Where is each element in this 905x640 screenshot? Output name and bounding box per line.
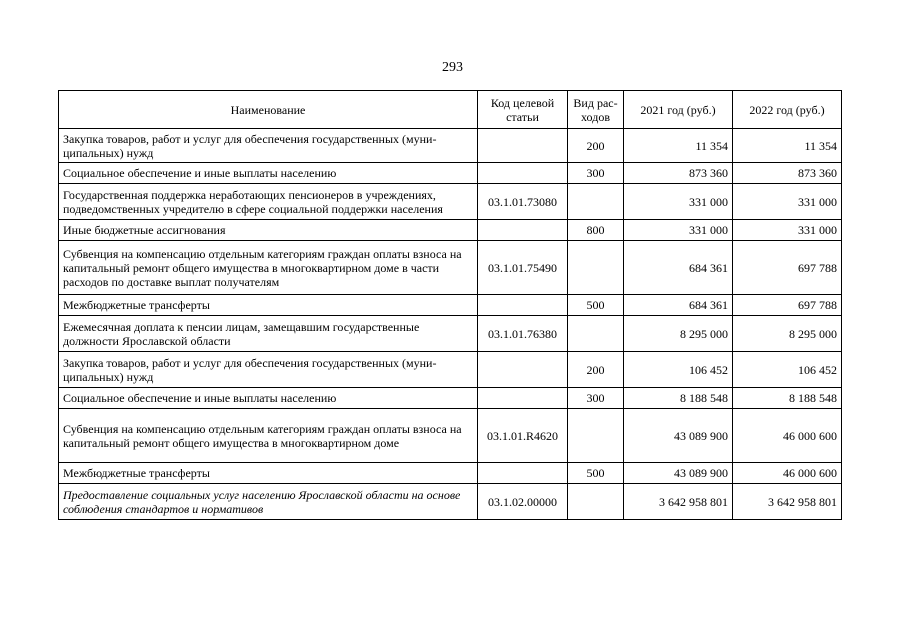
table-row bbox=[59, 463, 842, 484]
table-row bbox=[59, 220, 842, 241]
row-2021: 11 354 bbox=[624, 129, 733, 163]
table-row bbox=[59, 295, 842, 316]
row-2022: 873 360 bbox=[733, 163, 842, 184]
row-code: 03.1.01.75490 bbox=[478, 241, 568, 295]
row-code bbox=[478, 463, 568, 484]
row-kind: 200 bbox=[568, 352, 624, 388]
row-kind bbox=[568, 184, 624, 220]
row-code bbox=[478, 295, 568, 316]
row-name: Социальное обеспечение и иные выплаты населению bbox=[59, 388, 478, 409]
table-row bbox=[59, 352, 842, 388]
row-name: Закупка товаров, работ и услуг для обеспечения государственных (муни-ципальных) нужд bbox=[59, 129, 478, 163]
table-row bbox=[59, 316, 842, 352]
row-code bbox=[478, 352, 568, 388]
header-2022: 2022 год (руб.) bbox=[733, 91, 842, 129]
row-2021: 684 361 bbox=[624, 295, 733, 316]
row-kind: 500 bbox=[568, 295, 624, 316]
row-2021: 43 089 900 bbox=[624, 409, 733, 463]
row-2021: 106 452 bbox=[624, 352, 733, 388]
row-kind: 300 bbox=[568, 388, 624, 409]
row-name: Ежемесячная доплата к пенсии лицам, замещавшим государственные должности Ярославской области bbox=[59, 316, 478, 352]
row-name: Межбюджетные трансферты bbox=[59, 295, 478, 316]
row-2022: 8 188 548 bbox=[733, 388, 842, 409]
row-code: 03.1.01.73080 bbox=[478, 184, 568, 220]
row-code: 03.1.01.R4620 bbox=[478, 409, 568, 463]
table-row bbox=[59, 184, 842, 220]
budget-table bbox=[58, 90, 842, 520]
table-row bbox=[59, 388, 842, 409]
row-name: Субвенция на компенсацию отдельным категориям граждан оплаты взноса на капитальный ремонт общего имущества в многоквартирном доме bbox=[59, 409, 478, 463]
row-kind bbox=[568, 484, 624, 520]
row-2021: 8 188 548 bbox=[624, 388, 733, 409]
row-code: 03.1.01.76380 bbox=[478, 316, 568, 352]
row-kind bbox=[568, 316, 624, 352]
row-name: Межбюджетные трансферты bbox=[59, 463, 478, 484]
row-2022: 106 452 bbox=[733, 352, 842, 388]
row-kind: 300 bbox=[568, 163, 624, 184]
row-2022: 11 354 bbox=[733, 129, 842, 163]
row-name: Иные бюджетные ассигнования bbox=[59, 220, 478, 241]
row-2022: 697 788 bbox=[733, 295, 842, 316]
row-2021: 684 361 bbox=[624, 241, 733, 295]
table-header-row bbox=[59, 91, 842, 129]
row-2021: 873 360 bbox=[624, 163, 733, 184]
row-2021: 8 295 000 bbox=[624, 316, 733, 352]
row-2022: 46 000 600 bbox=[733, 409, 842, 463]
row-name: Закупка товаров, работ и услуг для обеспечения государственных (муни-ципальных) нужд bbox=[59, 352, 478, 388]
row-name: Субвенция на компенсацию отдельным категориям граждан оплаты взноса на капитальный ремонт общего имущества в многоквартирном доме в части расходов по доставке выплат получателям bbox=[59, 241, 478, 295]
table-row bbox=[59, 129, 842, 163]
row-code bbox=[478, 163, 568, 184]
row-2022: 46 000 600 bbox=[733, 463, 842, 484]
row-2021: 3 642 958 801 bbox=[624, 484, 733, 520]
table-row bbox=[59, 409, 842, 463]
row-name: Государственная поддержка неработающих пенсионеров в учреждениях, подведомственных учредителю в сфере социальной поддержки населения bbox=[59, 184, 478, 220]
row-2021: 331 000 bbox=[624, 184, 733, 220]
row-kind bbox=[568, 409, 624, 463]
row-kind: 800 bbox=[568, 220, 624, 241]
row-kind: 200 bbox=[568, 129, 624, 163]
page-number: 293 bbox=[442, 60, 463, 75]
row-code: 03.1.02.00000 bbox=[478, 484, 568, 520]
row-code bbox=[478, 388, 568, 409]
header-name: Наименование bbox=[59, 91, 478, 129]
row-name: Предоставление социальных услуг населению Ярославской области на основе соблюдения стандартов и нормативов bbox=[59, 484, 478, 520]
table-row bbox=[59, 241, 842, 295]
header-code: Код целевой статьи bbox=[478, 91, 568, 129]
row-2022: 697 788 bbox=[733, 241, 842, 295]
row-code bbox=[478, 220, 568, 241]
row-2022: 3 642 958 801 bbox=[733, 484, 842, 520]
header-2021: 2021 год (руб.) bbox=[624, 91, 733, 129]
row-code bbox=[478, 129, 568, 163]
header-kind: Вид рас-ходов bbox=[568, 91, 624, 129]
row-2021: 43 089 900 bbox=[624, 463, 733, 484]
row-2022: 331 000 bbox=[733, 220, 842, 241]
table-row bbox=[59, 484, 842, 520]
row-2022: 331 000 bbox=[733, 184, 842, 220]
row-name: Социальное обеспечение и иные выплаты населению bbox=[59, 163, 478, 184]
row-kind bbox=[568, 241, 624, 295]
row-2021: 331 000 bbox=[624, 220, 733, 241]
row-kind: 500 bbox=[568, 463, 624, 484]
row-2022: 8 295 000 bbox=[733, 316, 842, 352]
table-row bbox=[59, 163, 842, 184]
